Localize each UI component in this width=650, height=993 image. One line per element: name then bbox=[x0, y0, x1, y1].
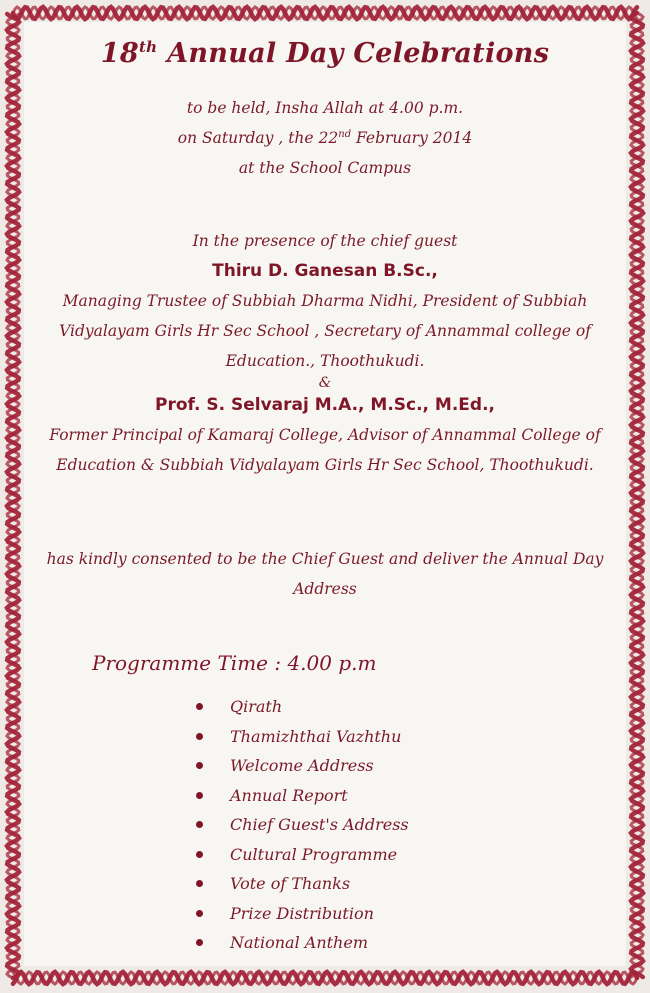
programme-item: Annual Report bbox=[195, 781, 409, 811]
presence-intro: In the presence of the chief guest bbox=[192, 232, 458, 250]
programme-item: Qirath bbox=[195, 692, 409, 722]
guest-2-desc-line: Former Principal of Kamaraj College, Advisor of Annammal College of bbox=[49, 426, 601, 444]
programme-item: Welcome Address bbox=[195, 751, 409, 781]
programme-list bbox=[195, 692, 409, 958]
event-time-line: to be held, Insha Allah at 4.00 p.m. bbox=[186, 99, 464, 117]
event-venue-line: at the School Campus bbox=[238, 159, 412, 177]
guest-1-desc-line: Vidyalayam Girls Hr Sec School , Secretary of Annammal college of bbox=[59, 322, 591, 340]
programme-item: Vote of Thanks bbox=[195, 869, 409, 899]
guest-1-desc-line: Managing Trustee of Subbiah Dharma Nidhi, President of Subbiah bbox=[62, 292, 588, 310]
event-date-line: on Saturday , the 22nd February 2014 bbox=[177, 128, 473, 147]
event-details bbox=[0, 93, 650, 183]
ampersand: & bbox=[318, 375, 332, 391]
consent-statement bbox=[0, 544, 650, 604]
guest-2-name: Prof. S. Selvaraj M.A., M.Sc., M.Ed., bbox=[154, 395, 496, 415]
consent-line: has kindly consented to be the Chief Guest and deliver the Annual Day bbox=[46, 550, 604, 568]
programme-heading: Programme Time : 4.00 p.m bbox=[92, 651, 377, 675]
programme-item: Prize Distribution bbox=[195, 899, 409, 929]
page-title: 18th Annual Day Celebrations bbox=[100, 38, 550, 69]
programme-item: Thamizhthai Vazhthu bbox=[195, 722, 409, 752]
guest-1-desc-line: Education., Thoothukudi. bbox=[225, 352, 425, 370]
guest-1-name: Thiru D. Ganesan B.Sc., bbox=[212, 261, 438, 281]
chief-guest-section bbox=[0, 226, 650, 480]
consent-line: Address bbox=[293, 580, 357, 598]
guest-2-desc-line: Education & Subbiah Vidyalayam Girls Hr Sec School, Thoothukudi. bbox=[56, 456, 594, 474]
programme-item: Cultural Programme bbox=[195, 840, 409, 870]
programme-item: National Anthem bbox=[195, 928, 409, 958]
programme-item: Chief Guest's Address bbox=[195, 810, 409, 840]
